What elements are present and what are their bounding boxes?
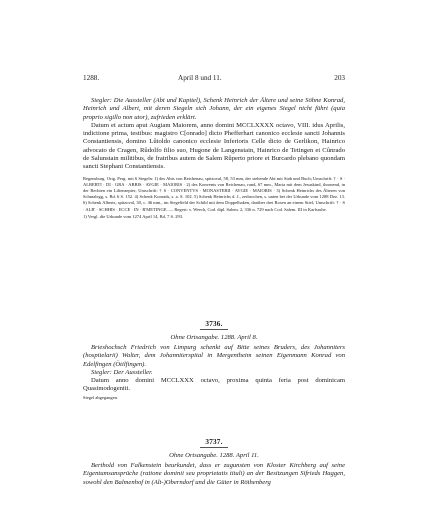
- page-number: 203: [334, 74, 345, 82]
- source-note: Regensburg. Orig. Perg. mit 6 Siegeln: 1) des Abts von Reichenau, spitzoval, 58, 53 mm, der stehende Abt mit Stab und Buch; Umschrift: † · S · ALBERTI · DI · GRA · ABBIS · AVGIE · MAIORIS · 2) des Konvents von Reichenau, rund, 67 mm., Maria mit dem Jesuskind, thronend, in der Rechten ein Lilienzepter; Umschrift: † S · CONVENTVS · MONASTERII · AVGIE · MAIORIS · 3) Schenk Heinrichs des Älteren von Schmalegg, s. Bd. 6 S. 152. 4) Schenk Konrads, s. a. S. 102. 5) Schenk Heinrichs d. J., zerbrochen, s. unten bei der Urkunde vom 1288 Dez. 13. 6) Schenk Alberts, spitzoval, 30, c. 46 mm., im Siegelfeld der Schild mit dem Doppelhaken, darüber drei Rosen an einem Stiel; Umschrift: † · S · ALB' · SCHHIS · ECCE · IN · R'METINGE. — Regest: v. Weech, Cod. dipl. Salem. 2, 336 n. 729 nach Cod. Salem. III in Karlsruhe.: [83, 175, 345, 212]
- entry-3736: [83, 320, 345, 401]
- divider: [200, 447, 228, 448]
- entry-3737: [83, 438, 345, 487]
- entry-continuation: [83, 97, 345, 220]
- header-date: April 8 und 11.: [178, 74, 222, 82]
- entry-regest: Brieshochsch Friedrich von Limpurg schenkt auf Bitte seines Bruders, des Johanniters (hospitelarii) Walter, dem Johanniterspital in Mergentheim seinen Eigenmann Konrad von Edelfingen (Ötilfingen).: [83, 344, 345, 368]
- entry-datum: Datum anno domini MCCLXXX octavo, proxima quinta feria post dominicam Quasimodogeniti.: [83, 377, 345, 393]
- header-year: 1288.: [83, 74, 100, 82]
- footnote-1: 1) Vergl. die Urkunde vom 1274 April 14, Bd. 7 S. 293.: [83, 213, 184, 219]
- entry-number: 3737.: [205, 438, 223, 446]
- entry-number: 3736.: [205, 320, 223, 328]
- entry-siegler: Siegler: Der Aussteller.: [91, 368, 153, 376]
- entry-note: Siegel abgegangen.: [83, 394, 118, 400]
- entry-dateline: Ohne Ortsangabe. 1288. April 11.: [169, 452, 259, 459]
- entry-dateline: Ohne Ortsangabe. 1288. April 8.: [170, 334, 258, 341]
- running-header: [83, 74, 345, 84]
- divider: [200, 329, 228, 330]
- datum-paragraph: Datum et actum aput Augiam Maiorem, anno domini MCCLXXXX octavo, VIII. idus Aprilis, indictione prima, testibus: magistro C[onrado] dicto Phefferhart canonico ecclesie sancti Johannis Constantiensis, domino Lûtoldo canonico ecclesie Inferioris Celle dicto de Gerlikon, Hainrico advocato de Cragen, Rûdolfo filio suo, Hugone de Langenstain, Hainrico de Tetingen et Cûnrado de Salunstain militibus, de fratribus autem de Salem Rûperto priore et Burcardo plebano quondam sancti Stephani Constantiensis.: [83, 121, 345, 171]
- siegler-paragraph: Siegler: Die Aussteller (Abt und Kapitel), Schenk Heinrich der Ältere und seine Söhne Konrad, Heinrich und Albert, mit deren Siegeln sich Johann, der ein eigenes Siegel nicht führt (quia proprio sigillo non utor), zufrieden erklärt.: [83, 97, 345, 121]
- entry-regest: Berthold von Falkenstein beurkundet, dass er zugunsten von Kloster Kirchberg auf seine Eigentumsansprüche (ratione dominii seu proprietatis tituli) an der Besitzungen Sifrieds Haggen, sowohl den Balmenhof in (Alt-)Oberndorf und die Güter in Röthenberg: [83, 462, 345, 486]
